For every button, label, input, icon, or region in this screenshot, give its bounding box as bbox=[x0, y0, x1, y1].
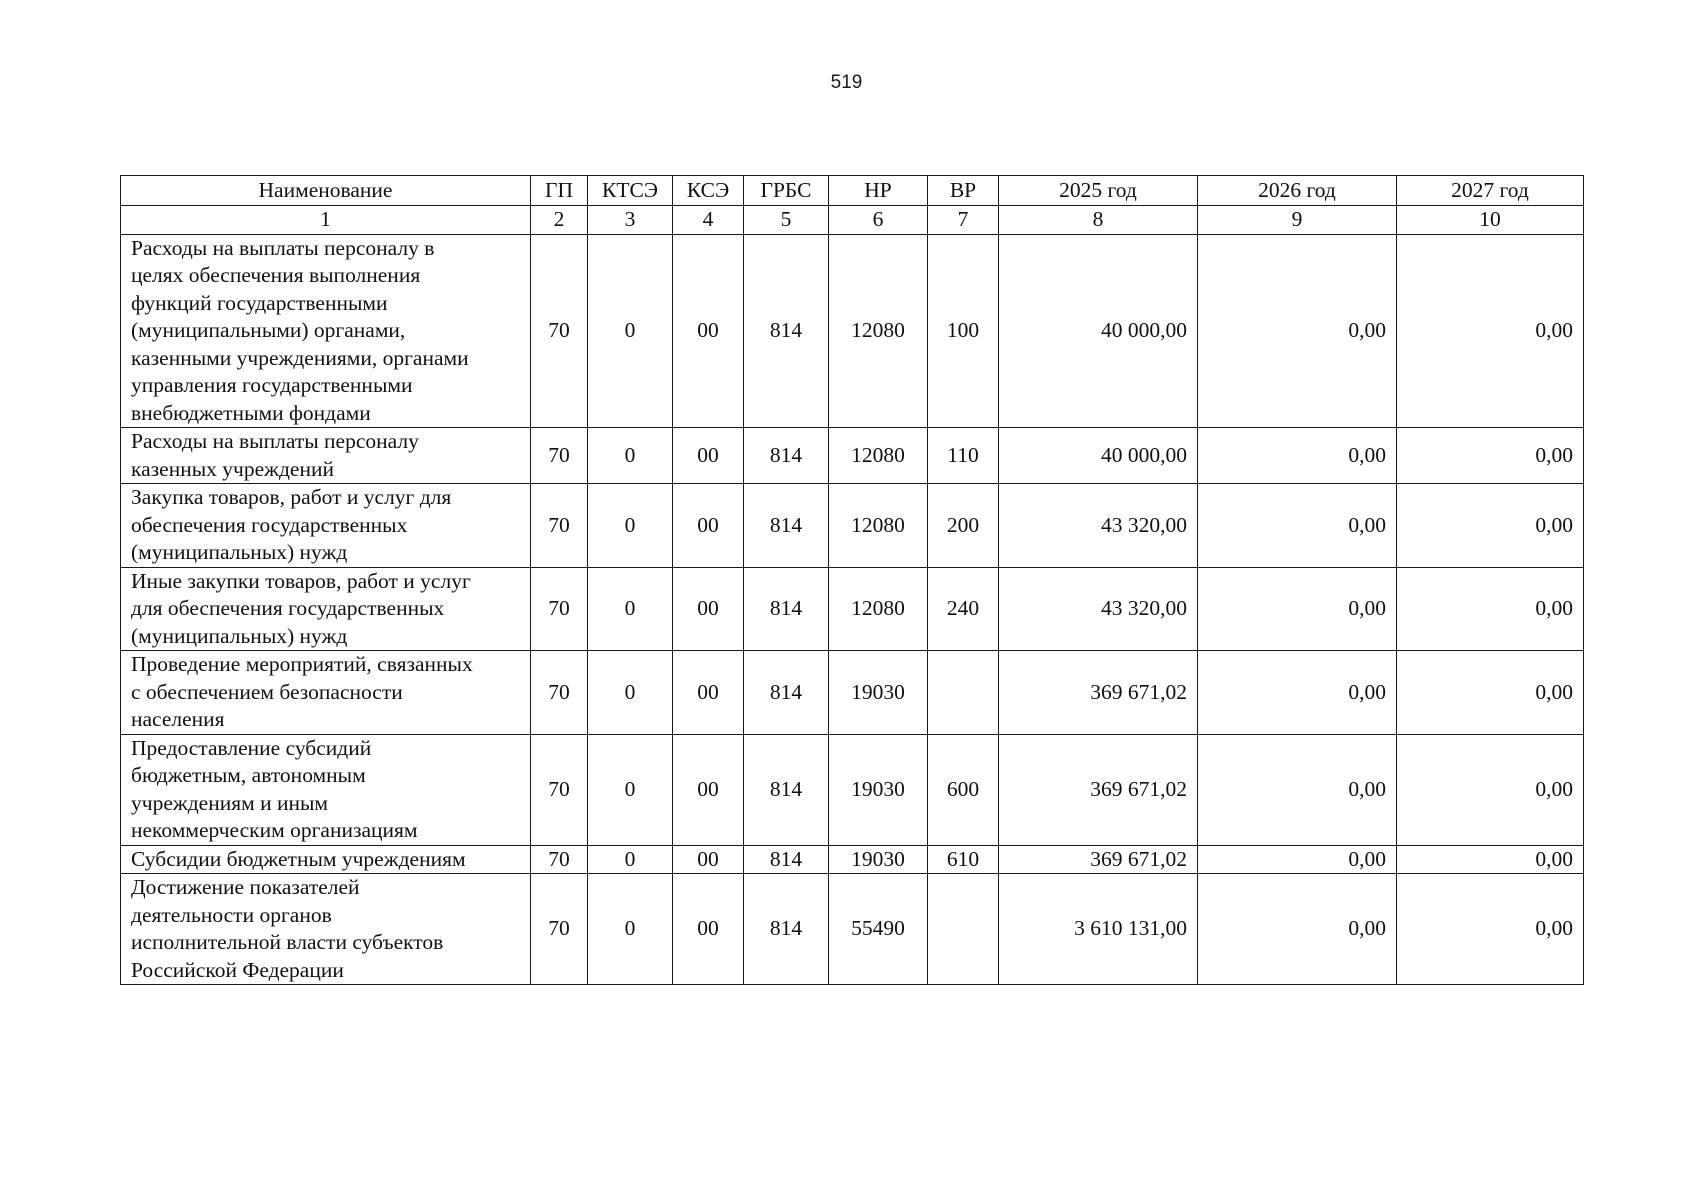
kse-cell: 00 bbox=[673, 874, 744, 985]
kse-cell: 00 bbox=[673, 234, 744, 428]
row-name-line: населения bbox=[131, 707, 225, 731]
vr-cell: 200 bbox=[928, 484, 999, 568]
amount-2027-cell: 0,00 bbox=[1397, 734, 1584, 845]
amount-2027-cell: 0,00 bbox=[1397, 428, 1584, 484]
row-name-line: для обеспечения государственных bbox=[131, 596, 445, 620]
header-cell-name: Наименование bbox=[121, 176, 531, 206]
amount-2026-cell: 0,00 bbox=[1198, 567, 1397, 651]
nr-cell: 19030 bbox=[829, 845, 928, 874]
ktse-cell: 0 bbox=[588, 484, 673, 568]
ktse-cell: 0 bbox=[588, 234, 673, 428]
row-name-line: некоммерческим организациям bbox=[131, 818, 418, 842]
row-name-line: (муниципальными) органами, bbox=[131, 318, 406, 342]
row-name-line: внебюджетными фондами bbox=[131, 400, 371, 425]
row-name-cell bbox=[121, 651, 531, 735]
grbs-cell: 814 bbox=[744, 234, 829, 428]
gp-cell: 70 bbox=[531, 428, 588, 484]
amount-2026-cell: 0,00 bbox=[1198, 845, 1397, 874]
nr-cell: 19030 bbox=[829, 734, 928, 845]
row-name-line: учреждениям и иным bbox=[131, 790, 329, 815]
grbs-cell: 814 bbox=[744, 651, 829, 735]
nr-cell: 55490 bbox=[829, 874, 928, 985]
amount-2026-cell: 0,00 bbox=[1198, 484, 1397, 568]
vr-cell: 610 bbox=[928, 845, 999, 874]
row-name-line: целях обеспечения выполнения bbox=[131, 263, 421, 287]
row-name-line: казенных учреждений bbox=[131, 456, 334, 481]
nr-cell: 19030 bbox=[829, 651, 928, 735]
row-name-line: с обеспечением безопасности bbox=[131, 679, 403, 704]
header-cell-2025: 2025 год bbox=[999, 176, 1198, 206]
column-number: 3 bbox=[588, 206, 673, 235]
row-name-line: Российской Федерации bbox=[131, 957, 344, 982]
table-row bbox=[121, 651, 1584, 735]
nr-cell: 12080 bbox=[829, 484, 928, 568]
vr-cell: 240 bbox=[928, 567, 999, 651]
nr-cell: 12080 bbox=[829, 567, 928, 651]
row-name-cell bbox=[121, 734, 531, 845]
table-row bbox=[121, 234, 1584, 428]
table-body bbox=[121, 234, 1584, 985]
gp-cell: 70 bbox=[531, 651, 588, 735]
column-number: 1 bbox=[121, 206, 531, 235]
gp-cell: 70 bbox=[531, 845, 588, 874]
vr-cell bbox=[928, 874, 999, 985]
amount-2025-cell: 40 000,00 bbox=[999, 234, 1198, 428]
column-number: 8 bbox=[999, 206, 1198, 235]
row-name-line: обеспечения государственных bbox=[131, 512, 408, 537]
table-row bbox=[121, 567, 1584, 651]
amount-2025-cell: 369 671,02 bbox=[999, 845, 1198, 874]
amount-2027-cell: 0,00 bbox=[1397, 874, 1584, 985]
nr-cell: 12080 bbox=[829, 234, 928, 428]
amount-2026-cell: 0,00 bbox=[1198, 234, 1397, 428]
row-name-line: казенными учреждениями, органами bbox=[131, 345, 469, 370]
row-name-cell bbox=[121, 874, 531, 985]
header-cell-ktse: КТСЭ bbox=[588, 176, 673, 206]
ktse-cell: 0 bbox=[588, 845, 673, 874]
header-row bbox=[121, 176, 1584, 206]
header-cell-grbs: ГРБС bbox=[744, 176, 829, 206]
amount-2027-cell: 0,00 bbox=[1397, 567, 1584, 651]
kse-cell: 00 bbox=[673, 845, 744, 874]
ktse-cell: 0 bbox=[588, 428, 673, 484]
gp-cell: 70 bbox=[531, 567, 588, 651]
row-name-line: Проведение мероприятий, связанных bbox=[131, 652, 473, 676]
nr-cell: 12080 bbox=[829, 428, 928, 484]
vr-cell bbox=[928, 651, 999, 735]
amount-2027-cell: 0,00 bbox=[1397, 234, 1584, 428]
column-number: 9 bbox=[1198, 206, 1397, 235]
vr-cell: 100 bbox=[928, 234, 999, 428]
row-name-line: Расходы на выплаты персоналу bbox=[131, 429, 419, 453]
row-name-line: управления государственными bbox=[131, 373, 413, 397]
gp-cell: 70 bbox=[531, 734, 588, 845]
amount-2027-cell: 0,00 bbox=[1397, 651, 1584, 735]
vr-cell: 110 bbox=[928, 428, 999, 484]
row-name-line: (муниципальных) нужд bbox=[131, 623, 348, 648]
column-number: 10 bbox=[1397, 206, 1584, 235]
grbs-cell: 814 bbox=[744, 567, 829, 651]
row-name-cell bbox=[121, 234, 531, 428]
grbs-cell: 814 bbox=[744, 845, 829, 874]
table-row bbox=[121, 874, 1584, 985]
amount-2025-cell: 43 320,00 bbox=[999, 567, 1198, 651]
header-cell-2026: 2026 год bbox=[1198, 176, 1397, 206]
kse-cell: 00 bbox=[673, 428, 744, 484]
row-name-line: Расходы на выплаты персоналу в bbox=[131, 235, 435, 260]
ktse-cell: 0 bbox=[588, 651, 673, 735]
vr-cell: 600 bbox=[928, 734, 999, 845]
row-name-cell bbox=[121, 845, 531, 874]
page-number: 519 bbox=[830, 72, 863, 93]
kse-cell: 00 bbox=[673, 484, 744, 568]
column-number: 4 bbox=[673, 206, 744, 235]
table-row bbox=[121, 845, 1584, 874]
row-name-line: функций государственными bbox=[131, 290, 388, 315]
row-name-cell bbox=[121, 484, 531, 568]
kse-cell: 00 bbox=[673, 734, 744, 845]
kse-cell: 00 bbox=[673, 651, 744, 735]
amount-2025-cell: 369 671,02 bbox=[999, 734, 1198, 845]
column-number: 2 bbox=[531, 206, 588, 235]
amount-2026-cell: 0,00 bbox=[1198, 874, 1397, 985]
table-row bbox=[121, 484, 1584, 568]
table-row bbox=[121, 428, 1584, 484]
gp-cell: 70 bbox=[531, 234, 588, 428]
grbs-cell: 814 bbox=[744, 428, 829, 484]
row-name-line: Иные закупки товаров, работ и услуг bbox=[131, 568, 471, 593]
amount-2027-cell: 0,00 bbox=[1397, 484, 1584, 568]
amount-2025-cell: 3 610 131,00 bbox=[999, 874, 1198, 985]
header-cell-kse: КСЭ bbox=[673, 176, 744, 206]
grbs-cell: 814 bbox=[744, 874, 829, 985]
row-name-line: деятельности органов bbox=[131, 902, 332, 927]
column-number: 5 bbox=[744, 206, 829, 235]
table-row bbox=[121, 734, 1584, 845]
header-cell-gp: ГП bbox=[531, 176, 588, 206]
row-name-line: бюджетным, автономным bbox=[131, 763, 366, 787]
grbs-cell: 814 bbox=[744, 484, 829, 568]
row-name-line: Закупка товаров, работ и услуг для bbox=[131, 485, 452, 509]
amount-2026-cell: 0,00 bbox=[1198, 428, 1397, 484]
gp-cell: 70 bbox=[531, 874, 588, 985]
amount-2027-cell: 0,00 bbox=[1397, 845, 1584, 874]
budget-table bbox=[120, 175, 1584, 985]
header-cell-vr: ВР bbox=[928, 176, 999, 206]
ktse-cell: 0 bbox=[588, 734, 673, 845]
amount-2026-cell: 0,00 bbox=[1198, 734, 1397, 845]
row-name-cell bbox=[121, 567, 531, 651]
row-name-line: Достижение показателей bbox=[131, 875, 360, 899]
kse-cell: 00 bbox=[673, 567, 744, 651]
row-name-line: (муниципальных) нужд bbox=[131, 540, 348, 564]
row-name-line: Субсидии бюджетным учреждениям bbox=[131, 846, 466, 871]
row-name-line: Предоставление субсидий bbox=[131, 735, 372, 760]
gp-cell: 70 bbox=[531, 484, 588, 568]
column-number: 6 bbox=[829, 206, 928, 235]
amount-2026-cell: 0,00 bbox=[1198, 651, 1397, 735]
amount-2025-cell: 40 000,00 bbox=[999, 428, 1198, 484]
column-number: 7 bbox=[928, 206, 999, 235]
row-name-cell bbox=[121, 428, 531, 484]
row-name-line: исполнительной власти субъектов bbox=[131, 930, 444, 954]
header-cell-2027: 2027 год bbox=[1397, 176, 1584, 206]
header-cell-nr: НР bbox=[829, 176, 928, 206]
column-number-row bbox=[121, 206, 1584, 235]
ktse-cell: 0 bbox=[588, 874, 673, 985]
amount-2025-cell: 43 320,00 bbox=[999, 484, 1198, 568]
ktse-cell: 0 bbox=[588, 567, 673, 651]
amount-2025-cell: 369 671,02 bbox=[999, 651, 1198, 735]
grbs-cell: 814 bbox=[744, 734, 829, 845]
